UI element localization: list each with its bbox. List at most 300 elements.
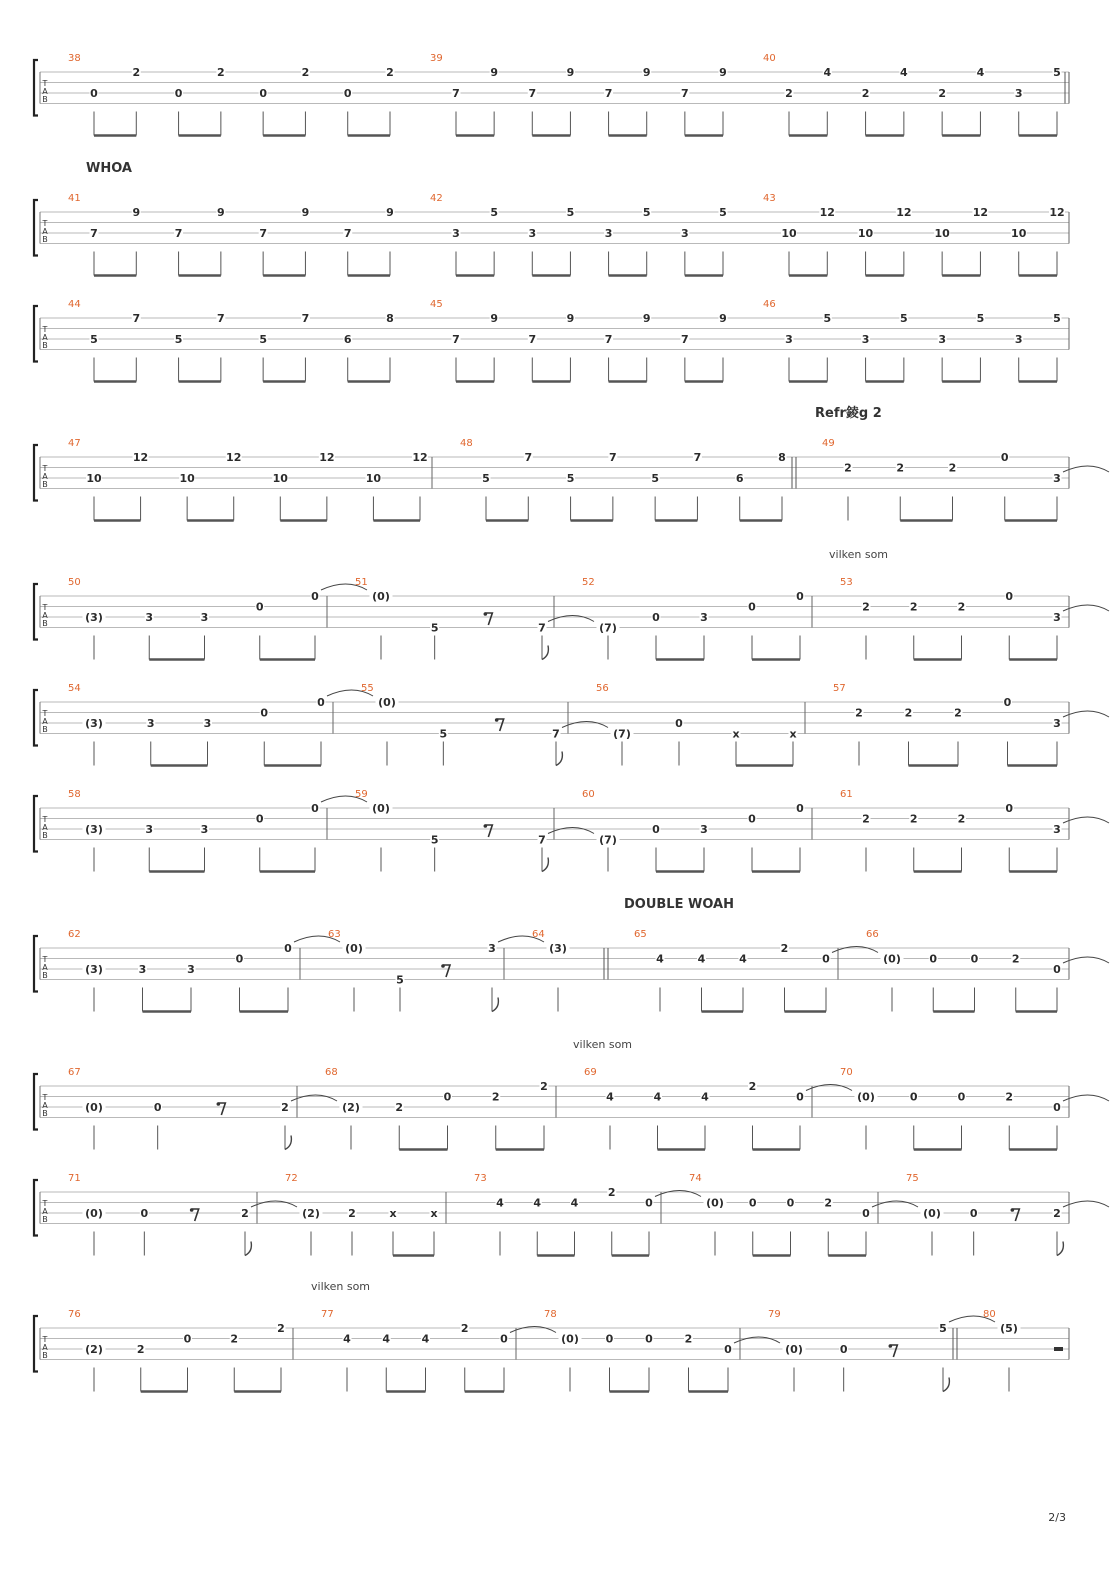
fret-number: 4 [697,952,706,966]
fret-number: 0 [822,952,830,966]
note-flag [245,1242,251,1256]
fret-number: 0 [311,590,319,603]
fret-number: 2 [241,1207,249,1220]
fret-number: 5 [174,333,183,346]
system-bracket [34,796,38,852]
system-bracket [34,690,38,746]
fret-number: 2 [540,1080,548,1093]
fret-number: 2 [780,942,789,955]
tie-arc [1063,817,1109,823]
fret-number: 5 [719,206,727,219]
fret-number: 0 [1000,451,1009,464]
fret-number: 3 [1014,87,1023,100]
fret-number: 12 [972,206,989,219]
tab-system [34,789,1109,872]
fret-number: 2 [386,66,394,79]
eighth-rest-dot [190,1208,194,1212]
section-label: WHOA [86,161,132,176]
tie-arc [1063,466,1109,472]
fret-number: 0 [645,1332,653,1346]
fret-number: 2 [217,66,225,79]
fret-number: 9 [490,66,498,79]
fret-number: 4 [900,66,908,79]
fret-number: (0) [372,590,390,603]
tab-clef-letter: A [42,472,48,481]
fret-number: 4 [382,1332,391,1346]
tie-arc [562,722,608,728]
measure-number: 45 [430,299,443,310]
tab-system [34,897,1109,1012]
measure-number: 78 [544,1309,557,1320]
measure-number: 60 [582,789,595,800]
fret-number: 0 [443,1090,452,1104]
measure-number: 50 [68,577,81,588]
tie-arc [872,1201,918,1207]
tie-arc [1063,1201,1109,1207]
fret-number: 0 [284,942,292,955]
tab-clef-letter: A [42,1343,48,1352]
measure-number: 52 [582,577,595,588]
fret-number: 0 [1005,590,1014,603]
fret-number: x [430,1207,438,1220]
fret-number: (0) [378,696,396,709]
tab-clef-letter: T [42,1199,48,1208]
fret-number: 3 [1053,823,1061,836]
eighth-rest-dot [495,718,499,722]
fret-number: 0 [796,802,804,815]
fret-number: 3 [452,227,460,240]
fret-number: 3 [200,611,209,624]
fret-number: (7) [599,833,617,847]
fret-number: (0) [923,1207,941,1220]
fret-number: (0) [785,1343,803,1356]
fret-number: 0 [183,1332,192,1346]
fret-number: 0 [652,611,660,624]
fret-number: 0 [1053,1101,1061,1114]
fret-number: 2 [491,1090,500,1104]
fret-number: 7 [528,87,537,100]
fret-number: 0 [153,1101,162,1114]
fret-number: 5 [566,206,575,219]
measure-number: 44 [68,299,81,310]
fret-number: 2 [909,812,918,826]
fret-number: 7 [609,451,617,464]
fret-number: 4 [606,1090,614,1104]
fret-number: 5 [430,833,439,847]
fret-number: 9 [642,66,651,79]
tie-arc [548,616,594,622]
fret-number: 2 [230,1332,239,1346]
measure-number: 51 [355,577,368,588]
fret-number: 2 [904,706,913,720]
fret-number: 9 [132,206,141,219]
eighth-rest-dot [1011,1208,1015,1212]
measure-number: 73 [474,1173,487,1184]
tab-clef-letter: B [42,480,48,489]
fret-number: 10 [857,227,874,240]
fret-number: 2 [684,1332,693,1346]
section-label: Refr錂g 2 [815,406,882,421]
fret-number: 5 [976,312,985,325]
fret-number: 0 [652,823,660,836]
tie-arc [832,947,878,953]
fret-number: 5 [90,333,98,346]
tab-clef-letter: A [42,717,48,726]
fret-number: 2 [348,1207,356,1220]
fret-number: 0 [909,1090,918,1104]
fret-number: 0 [748,1196,757,1210]
tab-clef-letter: A [42,963,48,972]
fret-number: 2 [1011,952,1020,966]
measure-number: 39 [430,53,443,64]
tab-system [34,683,1109,766]
measure-number: 56 [596,683,609,694]
fret-number: 9 [719,312,727,325]
fret-number: 4 [823,66,832,79]
fret-number: 0 [748,812,756,826]
system-bracket [34,200,38,256]
tab-clef-letter: B [42,831,48,840]
tab-clef-letter: T [42,219,48,228]
measure-number: 40 [763,53,776,64]
tab-clef-letter: T [42,325,48,334]
tie-arc [1063,1095,1109,1101]
lyric-text: vilken som [573,1038,633,1051]
tab-clef-letter: B [42,1215,48,1224]
fret-number: 2 [909,600,918,614]
fret-number: 2 [948,461,957,475]
fret-number: 12 [896,206,912,219]
note-flag [542,858,548,872]
fret-number: (0) [372,802,390,815]
measure-number: 77 [321,1309,334,1320]
fret-number: 2 [824,1196,833,1210]
tab-clef-letter: B [42,1351,48,1360]
fret-number: 2 [460,1322,469,1335]
fret-number: 2 [861,87,870,100]
tab-system [34,405,1109,521]
fret-number: 5 [900,312,908,325]
tab-clef-letter: A [42,1101,48,1110]
fret-number: 7 [343,227,352,240]
measure-number: 53 [840,577,853,588]
fret-number: 2 [1005,1090,1014,1104]
fret-number: 4 [343,1332,351,1346]
fret-number: 10 [1011,227,1027,240]
measure-number: 61 [840,789,853,800]
fret-number: 7 [90,227,98,240]
measure-number: 71 [68,1173,81,1184]
fret-number: 2 [281,1101,289,1114]
fret-number: 0 [311,802,319,815]
fret-number: 0 [90,87,98,100]
measure-number: 68 [325,1067,338,1078]
fret-number: 12 [1049,206,1065,219]
fret-number: (2) [302,1207,320,1220]
fret-number: (2) [342,1101,360,1114]
fret-number: 0 [862,1207,870,1220]
eighth-rest-dot [889,1344,893,1348]
eighth-rest-dot [217,1102,221,1106]
tab-clef-letter: B [42,235,48,244]
fret-number: 0 [1003,696,1012,709]
fret-number: x [389,1207,397,1220]
fret-number: 0 [1005,802,1014,815]
fret-number: 6 [343,333,352,346]
fret-number: 3 [861,333,870,346]
tie-arc [251,1201,297,1207]
tab-clef-letter: T [42,464,48,473]
fret-number: 0 [260,706,269,720]
fret-number: 0 [259,87,267,100]
fret-number: 3 [145,611,154,624]
fret-number: 9 [490,312,498,325]
fret-number: 3 [1053,611,1061,624]
tab-system [34,53,1069,136]
fret-number: 4 [570,1196,579,1210]
measure-number: 47 [68,438,81,449]
fret-number: 3 [1014,333,1023,346]
fret-number: 0 [796,590,804,603]
tab-system [34,1038,1109,1150]
fret-number: 2 [855,706,863,720]
measure-number: 62 [68,929,81,940]
fret-number: 0 [174,87,183,100]
fret-number: 2 [862,600,870,614]
fret-number: 2 [957,812,966,826]
fret-number: (0) [857,1090,875,1104]
fret-number: 2 [938,87,946,100]
fret-number: 10 [781,227,797,240]
fret-number: 7 [259,227,267,240]
system-bracket [34,1074,38,1130]
measure-number: 48 [460,438,473,449]
fret-number: (0) [561,1332,579,1346]
tab-clef-letter: A [42,87,48,96]
fret-number: 3 [203,717,212,730]
system-bracket [34,1180,38,1236]
fret-number: 2 [607,1186,616,1199]
fret-number: (0) [85,1101,103,1114]
measure-number: 70 [840,1067,853,1078]
fret-number: (0) [706,1196,724,1210]
tab-clef-letter: B [42,1109,48,1118]
fret-number: 7 [538,833,546,847]
tab-clef-letter: A [42,333,48,342]
measure-number: 49 [822,438,835,449]
note-flag [542,646,548,660]
system-bracket [34,584,38,640]
fret-number: 4 [739,952,747,966]
measure-number: 38 [68,53,81,64]
system-bracket [34,306,38,362]
note-flag [1057,1242,1063,1256]
fret-number: 12 [412,451,428,464]
fret-number: 2 [862,812,870,826]
fret-number: (3) [85,963,103,976]
fret-number: (0) [345,942,363,955]
measure-number: 59 [355,789,368,800]
fret-number: 12 [819,206,835,219]
fret-number: 2 [1053,1207,1061,1220]
note-flag [556,752,562,766]
fret-number: 7 [528,333,537,346]
fret-number: 0 [235,952,244,966]
tab-system [34,1173,1109,1256]
fret-number: 4 [653,1090,662,1104]
lyric-text: vilken som [829,548,889,561]
tie-arc [548,828,594,834]
fret-number: 0 [343,87,352,100]
fret-number: 9 [719,66,727,79]
fret-number: 0 [500,1332,508,1346]
fret-number: 7 [217,312,225,325]
tab-system [34,161,1069,276]
fret-number: 5 [823,312,832,325]
tie-arc [1063,711,1109,717]
fret-number: (3) [549,942,567,955]
measure-number: 58 [68,789,81,800]
fret-number: 0 [970,952,979,966]
fret-number: (7) [599,621,617,635]
fret-number: 9 [566,66,575,79]
fret-number: 9 [642,312,651,325]
measure-number: 64 [532,929,545,940]
measure-number: 69 [584,1067,597,1078]
measure-number: 66 [866,929,879,940]
measure-number: 79 [768,1309,781,1320]
fret-number: 10 [365,472,382,485]
fret-number: 5 [1053,312,1061,325]
fret-number: x [789,727,797,741]
measure-number: 76 [68,1309,81,1320]
tab-system [34,299,1069,382]
fret-number: 0 [645,1196,653,1210]
fret-number: 3 [528,227,537,240]
fret-number: (3) [85,823,103,836]
fret-number: 2 [395,1101,404,1114]
fret-number: 3 [488,942,496,955]
fret-number: 3 [1053,472,1061,485]
measure-number: 63 [328,929,341,940]
fret-number: 12 [132,451,149,464]
eighth-rest-dot [484,824,488,828]
fret-number: 5 [439,727,448,741]
fret-number: 2 [954,706,962,720]
fret-number: 10 [179,472,195,485]
section-label: DOUBLE WOAH [624,897,734,912]
fret-number: (0) [85,1207,103,1220]
tie-arc [655,1191,701,1197]
system-bracket [34,1316,38,1372]
fret-number: 0 [675,717,683,730]
fret-number: 4 [496,1196,504,1210]
tab-clef-letter: T [42,1335,48,1344]
system-bracket [34,445,38,501]
fret-number: 5 [490,206,498,219]
note-flag [943,1378,949,1392]
fret-number: (2) [85,1343,103,1356]
measure-number: 65 [634,929,647,940]
fret-number: 5 [939,1322,947,1335]
fret-number: 2 [957,600,966,614]
fret-number: 0 [255,600,264,614]
fret-number: (5) [1000,1322,1018,1335]
fret-number: 9 [566,312,575,325]
measure-number: 46 [763,299,776,310]
tab-clef-letter: B [42,95,48,104]
tab-clef-letter: B [42,725,48,734]
fret-number: 7 [604,87,613,100]
tab-clef-letter: A [42,611,48,620]
measure-number: 74 [689,1173,702,1184]
tie-arc [734,1337,780,1343]
fret-number: 7 [524,451,533,464]
fret-number: 7 [681,87,689,100]
fret-number: 2 [277,1322,285,1335]
fret-number: 2 [301,66,310,79]
tab-clef-letter: T [42,709,48,718]
tab-clef-letter: T [42,815,48,824]
fret-number: 5 [259,333,267,346]
system-bracket [34,936,38,992]
fret-number: 7 [452,87,460,100]
measure-number: 55 [361,683,374,694]
tab-clef-letter: T [42,603,48,612]
fret-number: 5 [482,472,490,485]
tie-arc [291,1095,337,1101]
fret-number: 3 [145,823,154,836]
fret-number: 3 [700,823,708,836]
fret-number: 3 [938,333,946,346]
tab-clef-letter: B [42,619,48,628]
fret-number: 0 [839,1343,848,1356]
lyric-text: vilken som [311,1280,371,1293]
fret-number: 6 [735,472,744,485]
tab-clef-letter: A [42,1207,48,1216]
fret-number: 3 [146,717,155,730]
fret-number: 4 [701,1090,709,1104]
fret-number: (7) [613,727,631,741]
fret-number: 8 [778,451,786,464]
fret-number: 4 [421,1332,430,1346]
fret-number: x [732,727,740,741]
fret-number: 8 [386,312,394,325]
measure-number: 72 [285,1173,298,1184]
fret-number: 3 [700,611,708,624]
eighth-rest-dot [484,612,488,616]
fret-number: 7 [452,333,460,346]
fret-number: 4 [533,1196,542,1210]
fret-number: 10 [272,472,288,485]
fret-number: 7 [604,333,613,346]
fret-number: 7 [681,333,689,346]
fret-number: 2 [136,1343,145,1356]
fret-number: 12 [319,451,335,464]
fret-number: 3 [187,963,195,976]
fret-number: 3 [200,823,209,836]
fret-number: 0 [255,812,264,826]
half-rest [1054,1347,1063,1351]
tab-clef-letter: B [42,971,48,980]
fret-number: 2 [132,66,141,79]
tie-arc [1063,605,1109,611]
fret-number: 4 [976,66,985,79]
fret-number: 5 [1053,66,1061,79]
tab-clef-letter: A [42,823,48,832]
fret-number: 5 [430,621,439,635]
fret-number: 12 [226,451,242,464]
